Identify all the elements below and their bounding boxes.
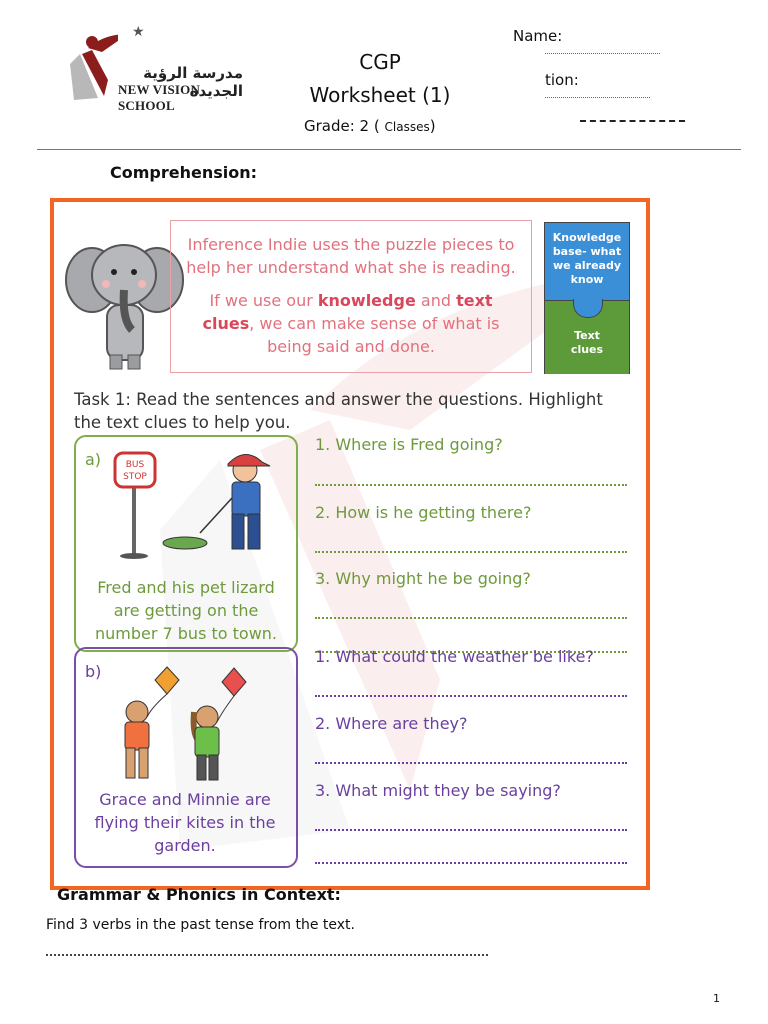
grade-classes: Classes bbox=[384, 120, 430, 134]
section-field[interactable] bbox=[545, 97, 650, 98]
logo-english: NEW VISION SCHOOL bbox=[118, 82, 201, 113]
answer-field-a3[interactable] bbox=[315, 617, 627, 619]
worksheet-title: Worksheet (1) bbox=[309, 83, 451, 107]
answer-field-a1[interactable] bbox=[315, 484, 627, 486]
question-a3: 3. Why might he be going? bbox=[315, 569, 531, 588]
logo-emblem-icon bbox=[68, 24, 118, 102]
puzzle-knowledge-piece bbox=[545, 223, 629, 300]
answer-field-b3[interactable] bbox=[315, 829, 627, 831]
answer-field-b2[interactable] bbox=[315, 762, 627, 764]
logo-arabic: مدرسة الرؤية الجديدة bbox=[143, 64, 243, 100]
question-a2: 2. How is he getting there? bbox=[315, 503, 532, 522]
info-post: , we can make sense of what is being said and done. bbox=[249, 314, 500, 356]
name-label: Name: bbox=[513, 27, 563, 45]
answer-field-b1[interactable] bbox=[315, 695, 627, 697]
logo-star-icon: ★ bbox=[132, 24, 145, 40]
puzzle-text-clues-piece bbox=[545, 300, 629, 374]
grammar-instruction: Find 3 verbs in the past tense from the text. bbox=[46, 917, 355, 933]
info-mid: and bbox=[415, 291, 457, 310]
task-instruction: Task 1: Read the sentences and answer the questions. Highlight the text clues to help you. bbox=[74, 390, 603, 432]
info-knowledge: knowledge bbox=[317, 291, 416, 310]
inference-info-box bbox=[170, 220, 532, 373]
card-b-caption: Grace and Minnie are flying their kites in the garden. bbox=[94, 790, 276, 855]
grade-close: ) bbox=[429, 117, 436, 135]
question-a1: 1. Where is Fred going? bbox=[315, 435, 503, 454]
answer-field-b3-extra[interactable] bbox=[315, 862, 627, 864]
page-number: 1 bbox=[713, 992, 720, 1005]
grade-line bbox=[304, 117, 436, 135]
puzzle-bottom-label: Text clues bbox=[570, 329, 604, 356]
subject-title: CGP bbox=[359, 50, 401, 74]
school-logo bbox=[68, 24, 253, 113]
card-a-label: a) bbox=[85, 450, 102, 469]
svg-text:STOP: STOP bbox=[123, 472, 147, 482]
question-b3: 3. What might they be saying? bbox=[315, 781, 561, 800]
grammar-answer-field[interactable] bbox=[46, 954, 488, 956]
section-label: tion: bbox=[545, 71, 579, 89]
info-pre: If we use our bbox=[209, 291, 318, 310]
bus-stop-sign: BUS bbox=[125, 460, 145, 470]
question-b1: 1. What could the weather be like? bbox=[315, 647, 594, 666]
grammar-heading: Grammar & Phonics in Context: bbox=[57, 885, 341, 904]
grade-label: Grade: 2 ( bbox=[304, 117, 380, 135]
elephant-illustration-icon bbox=[62, 220, 187, 375]
name-field[interactable] bbox=[545, 53, 660, 54]
question-b2: 2. Where are they? bbox=[315, 714, 468, 733]
info-text-clues: text clues bbox=[202, 291, 493, 333]
comprehension-heading: Comprehension: bbox=[110, 163, 258, 182]
header-divider bbox=[37, 149, 741, 150]
puzzle-pieces bbox=[544, 222, 630, 374]
bus-stop-boy-illustration-icon bbox=[110, 448, 280, 563]
puzzle-top-label: Knowledge base- what we already know bbox=[552, 231, 622, 286]
info-line2 bbox=[189, 289, 513, 358]
girls-flying-kites-illustration-icon bbox=[112, 662, 262, 787]
info-line1: Inference Indie uses the puzzle pieces to help her understand what she is reading. bbox=[186, 235, 516, 277]
clipped-text-fragment bbox=[580, 117, 685, 122]
answer-field-a2[interactable] bbox=[315, 551, 627, 553]
card-b-label: b) bbox=[85, 662, 102, 681]
card-a-caption: Fred and his pet lizard are getting on the number 7 bus to town. bbox=[94, 578, 278, 643]
